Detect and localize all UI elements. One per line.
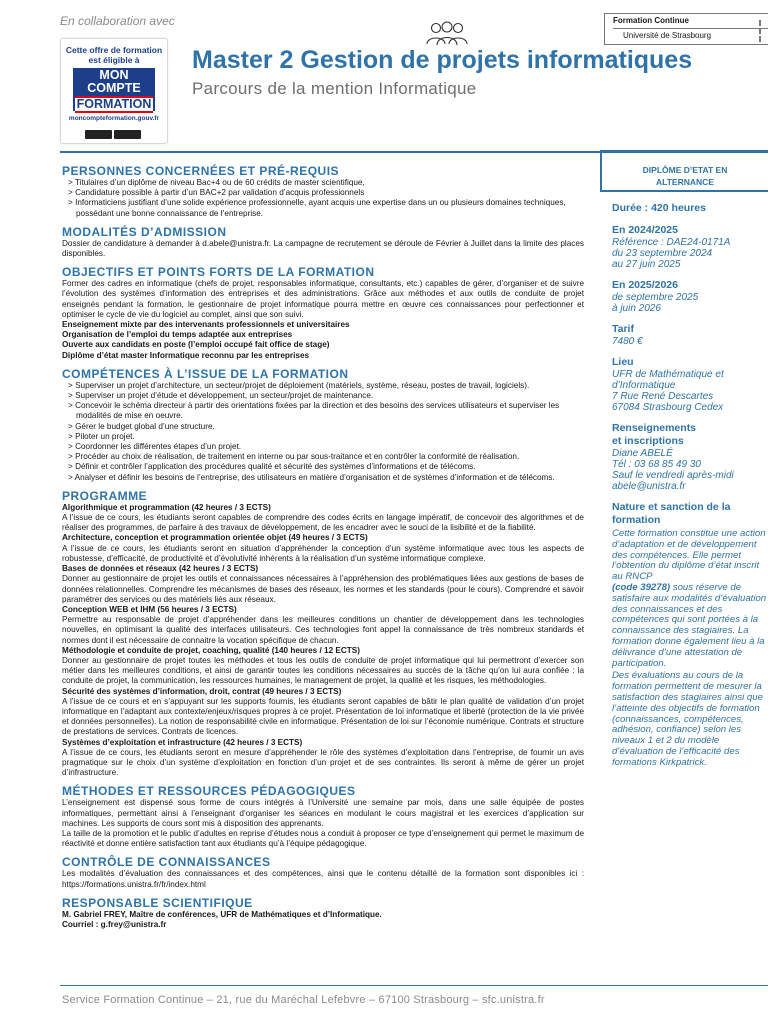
module-text: A l’issue de ce cours, les étudiants seront en situation d’appréhender la conception d’un système informatique avec tous les aspects de robustesse, d’efficacité, de productivité et d’évolutivité inhérents à la réalisation d’un système informatique complexe. <box>62 543 584 563</box>
bold-line: Ouverte aux candidats en poste (l’emploi occupé fait office de stage) <box>62 340 330 350</box>
footer-divider <box>60 985 768 986</box>
list-item: > Informaticiens justifiant d’une solide expérience professionnelle, ayant acquis une expertise dans un ou plusieurs domaines techniques, possédant une bonne connaissance de l’entreprise. <box>62 198 584 218</box>
page-title: Master 2 Gestion de projets informatiques <box>192 46 693 74</box>
module-name: Architecture, conception et programmation orientée objet (49 heures / 3 ECTS) <box>62 533 368 543</box>
sidebar <box>600 150 768 778</box>
list-item: > Superviser un projet d’étude et développement, un secteur/projet de maintenance. <box>62 391 584 401</box>
list-item: > Coordonner les différentes étapes d’un projet. <box>62 442 584 452</box>
module-name: Méthodologie et conduite de projet, coaching, qualité (140 heures / 12 ECTS) <box>62 645 360 655</box>
sidebar-tarif: Tarif 7480 € <box>612 323 643 347</box>
mon-compte-formation-badge <box>60 38 168 144</box>
diploma-box: DIPLÔME D’ETAT EN ALTERNANCE <box>600 150 768 192</box>
bold-line: Enseignement mixte par des intervenants professionnels et universitaires <box>62 320 350 330</box>
list-item: > Titulaires d’un diplôme de niveau Bac+4 ou de 60 crédits de master scientifique, <box>62 178 584 188</box>
sidebar-lieu: Lieu UFR de Mathématique et d’Informatique 7 Rue René Descartes 67084 Strasbourg Cedex <box>612 356 724 413</box>
contact-email[interactable]: abele@unistra.fr <box>612 481 686 492</box>
list-item: > Superviser un projet d’architecture, un secteur/projet de déploiement (matériels, système, réseau, postes de travail, logiciels). <box>62 381 584 391</box>
page-subtitle: Parcours de la mention Informatique <box>192 79 477 98</box>
section-programme <box>62 489 584 778</box>
mon-compte-formation-logo: MON COMPTE FORMATION <box>73 68 155 111</box>
footer: Service Formation Continue – 21, rue du Maréchal Lefebvre – 67100 Strasbourg – sfc.unistra.fr <box>62 994 545 1006</box>
sidebar-renseignements: Renseignements et inscriptions Diane ABELÉ Tél : 03 68 85 49 30 Sauf le vendredi après-midi abele@unistra.fr <box>600 422 768 492</box>
module-name: Systèmes d’exploitation et infrastructure (42 heures / 3 ECTS) <box>62 737 303 747</box>
section-title: MÉTHODES ET RESSOURCES PÉDAGOGIQUES <box>62 784 356 799</box>
list-item: > Piloter un projet. <box>62 432 584 442</box>
list-item: > Analyser et définir les besoins de l’entreprise, des utilisateurs en matière d’organisation et de systèmes d’information et de télécoms. <box>62 473 584 483</box>
bold-line: Diplôme d’état master Informatique reconnu par les entreprises <box>62 350 310 360</box>
list-item: > Définir et contrôler l’application des procédures qualité et sécurité des systèmes d’informations et de télécoms. <box>62 462 584 472</box>
list-item: > Gérer le budget global d’une structure. <box>62 422 584 432</box>
bold-line: Courriel : g.frey@unistra.fr <box>62 919 167 929</box>
section-title: RESPONSABLE SCIENTIFIQUE <box>62 895 253 910</box>
collab-label: En collaboration avec <box>60 14 175 28</box>
bold-line: Organisation de l’emploi du temps adaptée aux entreprises <box>62 330 293 340</box>
section-controle <box>62 855 584 889</box>
module-name: Sécurité des systèmes d’information, droit, contrat (49 heures / 3 ECTS) <box>62 686 342 696</box>
module-text: A l’issue de ce cours, les étudiants seront capables de comprendre des codes écrits en langage impératif, de concevoir des algorithmes et de réaliser des programmes, de parfaire à des travaux de développement, de les encadrer avec le souci de la lisibilité et de la fiabilité. <box>62 513 584 533</box>
section-title: CONTRÔLE DE CONNAISSANCES <box>62 855 271 870</box>
list-item: > Candidature possible à partir d’un BAC+2 par validation d’acquis professionnels <box>62 188 584 198</box>
app-store-badges <box>85 126 145 135</box>
section-title: OBJECTIFS ET POINTS FORTS DE LA FORMATION <box>62 265 375 280</box>
sidebar-nature: Nature et sanction de la formation Cette formation constitue une action d’adaptation et de développement des compétences. Elle permet l’obtention du diplôme d’état inscrit au RNCP (code 39278) sous réserve de satisfaire aux modalités d’évaluation des connaissances et des compétences qui sont portées à la connaissance des stagiaires. La formation donne également lieu à la délivrance d’une attestation de participation. Des évaluations au cours de la formation permettent de mesurer la satisfaction des stagiaires ainsi que l’atteinte des objectifs de formation (connaissances, compétences, adhésion, confiance) selon les niveaux 1 et 2 du modèle d’évaluation de l’efficacité des formations Kirkpatrick. <box>600 501 768 769</box>
sidebar-year-1: En 2024/2025 Référence : DAE24-0171A du 23 septembre 2024 au 27 juin 2025 <box>612 224 731 270</box>
section-title: PERSONNES CONCERNÉES ET PRÉ-REQUIS <box>62 164 340 178</box>
section-methodes <box>62 784 584 849</box>
main-content <box>62 164 584 936</box>
section-responsable <box>62 896 584 930</box>
sidebar-year-2: En 2025/2026 de septembre 2025 à juin 2026 <box>612 279 699 314</box>
section-title: COMPÉTENCES À L’ISSUE DE LA FORMATION <box>62 366 349 381</box>
section-competences <box>62 367 584 483</box>
bold-line: M. Gabriel FREY, Maître de conférences, UFR de Mathématiques et d’Informatique. <box>62 909 382 919</box>
module-text: Permettre au responsable de projet d’appréhender dans les meilleures conditions un chantier de développement dans les technologies nouvelles, en optimisant la qualité des interfaces utilisateurs. Ces technologies font appel la connaissance de très nombreux standards et normes dont il est nécessaire de connaitre la vocation spécifique de chacun. <box>62 615 584 645</box>
paragraph: L’enseignement est dispensé sous forme de cours intégrés à l’Université une semaine par mois, dans une salle équipée de postes informatiques, permettant ainsi à l’enseignant d’organiser les séances en modulant le cours magistral et les exercices d’application sur machines. Les supports de cours sont mis à disposition des apprenants. <box>62 798 584 828</box>
paragraph: La taille de la promotion et le public d’adultes en reprise d’études nous a conduit à proposer ce type d’enseignement qui permet le maximum de réactivité et donne entière satisfaction tant aux étudiants qu’à l’équipe pédagogique. <box>62 828 584 849</box>
module-name: Bases de données et réseaux (42 heures / 3 ECTS) <box>62 564 259 574</box>
sidebar-duree: Durée : 420 heures <box>612 202 706 214</box>
paragraph: Former des cadres en informatique (chefs de projet, responsables informatique, consultants, etc.) capables de gérer, d’organiser et de suivre l’évolution des systèmes d’information des entreprises et des administrations. Grâce aux méthodes et aux outils de conduite de projet enseignés pendant la formation, le gestionnaire de projet informatique pourra mettre en œuvre ces connaissances pour perfectionner et optimiser le cycle de vie du logiciel au complet, ainsi que son suivi. <box>62 279 584 319</box>
people-icon <box>425 20 469 46</box>
nature-description: Cette formation constitue une action d’adaptation et de développement des compétences. Elle permet l’obtention du diplôme d’état inscrit au RNCP (code 39278) sous réserve de satisfaire aux modalités d’évaluation des connaissances et des compétences qui sont portées à la connaissance des stagiaires. La formation donne également lieu à la délivrance d’une attestation de participation. <box>612 528 767 669</box>
paragraph: Dossier de candidature à demander à d.abele@unistra.fr. La campagne de recrutement se déroule de Février à Juillet dans la limite des places disponibles. <box>62 238 584 259</box>
module-name: Conception WEB et IHM (56 heures / 3 ECTS) <box>62 604 237 614</box>
list-item: > Concevoir le schéma directeur à partir des orientations fixées par la direction et des besoins des services utilisateurs et superviser les modalités de mise en oeuvre. <box>62 401 584 421</box>
section-personnes <box>62 164 584 219</box>
module-text: Donner au gestionnaire de projet les outils et connaissances nécessaires à l’appréhension des problématiques liées aux gestions de bases de données relationnelles. Comprendre les mécanismes de bases des réseaux, les normes et les standards (pour le cours). Comprendre et savoir paramétrer des services ou des matériels liés aux réseaux. <box>62 574 584 604</box>
evaluation-description: Des évaluations au cours de la formation permettent de mesurer la satisfaction des stagiaires ainsi que l’atteinte des objectifs de formation (connaissances, compétences, adhésion, confiance) selon les niveaux 1 et 2 du modèle d’évaluation de l’efficacité des formations Kirkpatrick. <box>612 670 763 768</box>
section-objectifs <box>62 265 584 361</box>
list-item: > Procéder au choix de réalisation, de traitement en interne ou par sous-traitance et en contrôler la conformité de réalisation. <box>62 452 584 462</box>
section-title: PROGRAMME <box>62 488 148 503</box>
section-title: MODALITÉS D’ADMISSION <box>62 224 227 239</box>
module-name: Algorithmique et programmation (42 heures / 3 ECTS) <box>62 502 271 512</box>
university-logo: Formation Continue Université de Strasbourg <box>604 13 768 45</box>
module-text: Donner au gestionnaire de projet toutes les méthodes et tous les outils de conduite de projet informatique qui lui permettront d’exercer son métier dans les meilleures conditions, et ainsi de garantir toutes les conditions nécessaires au succès de la tâche qu’on lui aura confiée : la conduite de projet, la communication, les ressources humaines, le management de projet, la qualité et les risques, les méthodologies. <box>62 655 584 686</box>
badge-url: moncompteformation.gouv.fr <box>68 115 160 122</box>
module-text: A l’issue de ce cours et en s’appuyant sur les supports fournis, les étudiants seront capables de bâtir le plan qualité de validation d’un projet informatique en l’adaptant aux contexte/enjeux/risques propres à ce projet. Présentation de loi informatique et liberté (protection de la vie privée et données personnelles). La notion de responsabilité civile en informatique. Présentation de loi sur l’économie numérique. Contrats et structure de prestations de services. Contrats de licences. <box>62 696 584 737</box>
paragraph: Les modalités d’évaluation des connaissances et des compétences, ainsi que le contenu détaillé de la formation sont disponibles ici : https://formations.unistra.fr/fr/index.html <box>62 869 584 889</box>
module-text: A l’issue de ce cours, les étudiants seront en mesure d’appréhender le rôle des systèmes d’exploitation dans l’entreprise, de fournir un avis pragmatique sur le choix d’un système d’exploitation en fonction d’un projet et de ses contraintes. Ils seront à même de gérer un projet d’infrastructure. <box>62 747 584 778</box>
section-modalites <box>62 225 584 259</box>
badge-text: Cette offre de formation est éligible à <box>65 45 163 65</box>
